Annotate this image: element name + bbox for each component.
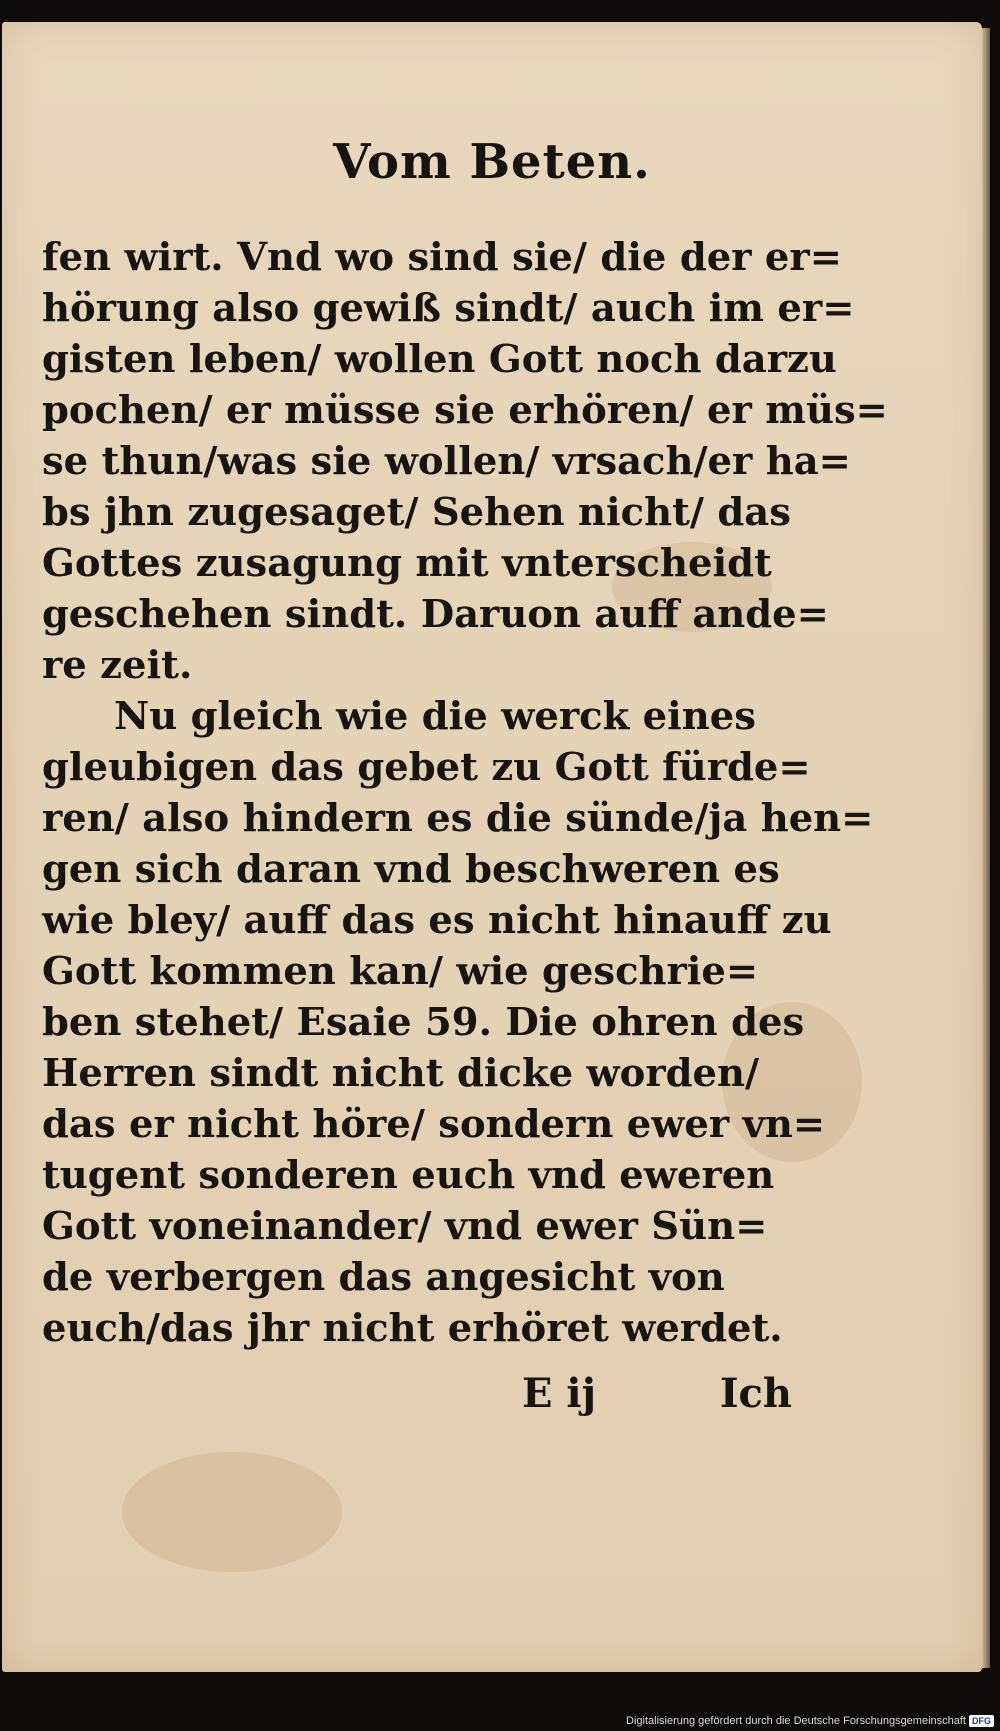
text-line: tugent sonderen euch vnd eweren xyxy=(42,1153,775,1198)
text-line: ben stehet/ Esaie 59. Die ohren des xyxy=(42,1000,805,1045)
text-line: hörung also gewiß sindt/ auch im er= xyxy=(42,286,855,331)
dfg-logo: DFG xyxy=(969,1715,994,1727)
running-head: Vom Beten. xyxy=(333,134,651,190)
text-block xyxy=(42,232,888,1354)
text-line: de verbergen das angesicht von xyxy=(42,1255,725,1300)
page-edge xyxy=(982,28,990,1668)
text-line: gleubigen das gebet zu Gott fürde= xyxy=(42,745,811,790)
text-line: Nu gleich wie die werck eines xyxy=(114,694,756,739)
text-line: pochen/ er müsse sie erhören/ er müs= xyxy=(42,388,888,433)
text-line: gen sich daran vnd beschweren es xyxy=(42,847,780,892)
catchword: Ich xyxy=(719,1370,792,1417)
signature-mark: E ij xyxy=(522,1370,597,1417)
text-line: Gottes zusagung mit vnterscheidt xyxy=(42,541,772,586)
text-line: Gott voneinander/ vnd ewer Sün= xyxy=(42,1204,768,1249)
text-line: euch/das jhr nicht erhöret werdet. xyxy=(42,1306,783,1351)
text-line: gisten leben/ wollen Gott noch darzu xyxy=(42,337,837,382)
text-line: se thun/was sie wollen/ vrsach/er ha= xyxy=(42,439,851,484)
digitization-credit xyxy=(626,1715,994,1727)
text-line: wie bley/ auff das es nicht hinauff zu xyxy=(42,898,832,943)
book-page xyxy=(2,22,982,1672)
text-line: bs jhn zugesaget/ Sehen nicht/ das xyxy=(42,490,791,535)
page-foot xyxy=(522,1370,792,1417)
text-line: geschehen sindt. Daruon auff ande= xyxy=(42,592,829,637)
text-line: fen wirt. Vnd wo sind sie/ die der er= xyxy=(42,235,842,280)
text-line: das er nicht höre/ sondern ewer vn= xyxy=(42,1102,826,1147)
text-line: re zeit. xyxy=(42,643,193,688)
credit-text: Digitalisierung gefördert durch die Deutsche Forschungsgemeinschaft xyxy=(626,1715,966,1727)
text-line: ren/ also hindern es die sünde/ja hen= xyxy=(42,796,874,841)
text-line: Gott kommen kan/ wie geschrie= xyxy=(42,949,759,994)
paper-stain xyxy=(122,1452,342,1572)
text-line: Herren sindt nicht dicke worden/ xyxy=(42,1051,760,1096)
